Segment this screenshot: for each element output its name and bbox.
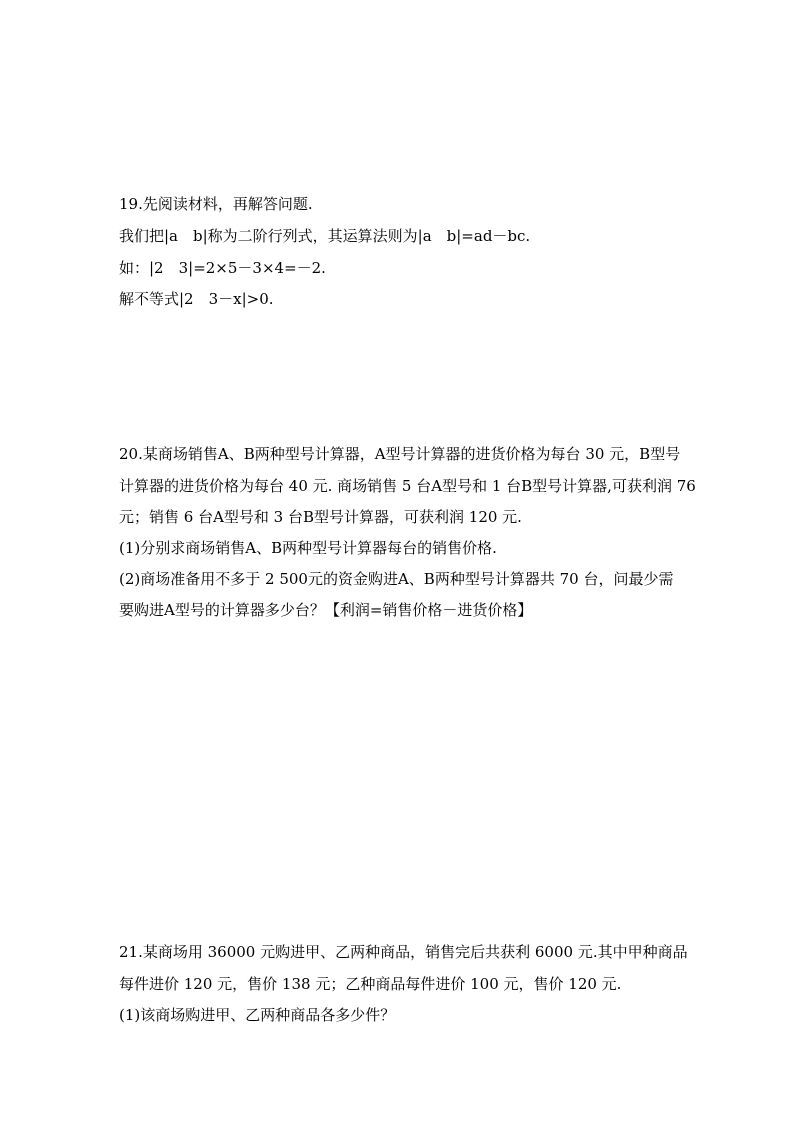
q19-line-2: 如：|2 3|=2×5－3×4=－2. [119,259,326,277]
q21-line-2: 每件进价 120 元，售价 138 元；乙种商品每件进价 100 元，售价 120 元. [119,975,622,993]
q20-line-5: (2)商场准备用不多于 2 500元的资金购进A、B两种型号计算器共 70 台，问最少需 [119,570,674,588]
q20-line-6: 要购进A型号的计算器多少台？【利润=销售价格－进货价格】 [119,601,533,619]
q19-line-3: 解不等式|2 3－x|>0. [119,290,274,308]
q21-line-1: 21.某商场用 36000 元购进甲、乙两种商品，销售完后共获利 6000 元.其中甲种商品 [119,943,688,961]
q20-line-4: (1)分别求商场销售A、B两种型号计算器每台的销售价格. [119,539,497,557]
q19-line-1: 我们把|a b|称为二阶行列式，其运算法则为|a b|=ad－bc. [119,227,531,245]
q20-line-3: 元；销售 6 台A型号和 3 台B型号计算器，可获利润 120 元. [119,508,522,526]
q20-line-1: 20.某商场销售A、B两种型号计算器，A型号计算器的进货价格为每台 30 元，B型号 [119,445,681,463]
q21-line-3: (1)该商场购进甲、乙两种商品各多少件？ [119,1006,396,1024]
q19-title: 19.先阅读材料，再解答问题. [119,195,313,213]
q20-line-2: 计算器的进货价格为每台 40 元. 商场销售 5 台A型号和 1 台B型号计算器,可获利润 76 [119,477,696,495]
